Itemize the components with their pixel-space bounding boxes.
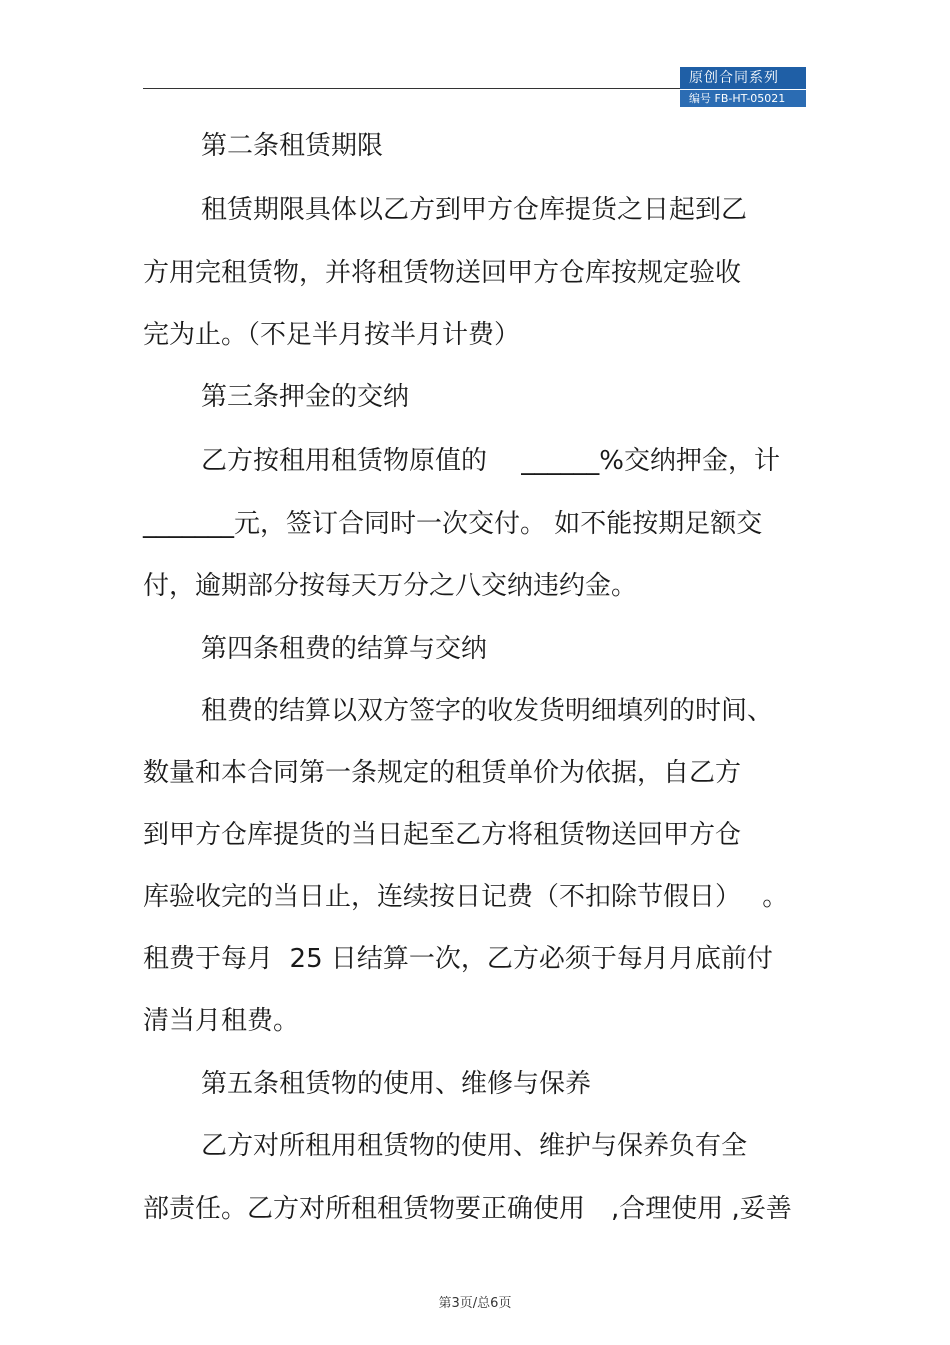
- page-number: 第3页/总6页: [438, 1296, 512, 1311]
- header-rule: [143, 88, 680, 89]
- series-badge: [680, 67, 806, 107]
- paragraph-line: 乙方按租用租赁物原值的 ______%交纳押金，计: [201, 446, 780, 476]
- article-5-heading: 第五条租赁物的使用、维修与保养: [201, 1069, 592, 1099]
- paragraph-line: 库验收完的当日止，连续按日记费（不扣除节假日） 。: [143, 882, 789, 912]
- series-title: 原创合同系列: [680, 67, 806, 89]
- paragraph-line: 租赁期限具体以乙方到甲方仓库提货之日起到乙: [201, 195, 748, 225]
- article-2-heading: 第二条租赁期限: [201, 131, 384, 161]
- paragraph-line: 完为止。（不足半月按半月计费）: [143, 320, 521, 350]
- paragraph-line: 租费于每月 25 日结算一次，乙方必须于每月月底前付: [143, 944, 773, 974]
- series-code: 编号 FB-HT-05021: [680, 90, 806, 107]
- paragraph-line: _______元，签订合同时一次交付。 如不能按期足额交: [143, 509, 763, 539]
- paragraph-line: 租费的结算以双方签字的收发货明细填列的时间、: [201, 696, 774, 726]
- paragraph-line: 方用完租赁物，并将租赁物送回甲方仓库按规定验收: [143, 258, 742, 288]
- paragraph-line: 乙方对所租用租赁物的使用、维护与保养负有全: [201, 1131, 748, 1161]
- paragraph-line: 数量和本合同第一条规定的租赁单价为依据，自乙方: [143, 758, 742, 788]
- paragraph-line: 清当月租费。: [143, 1006, 300, 1036]
- paragraph-line: 部责任。乙方对所租租赁物要正确使用 ,合理使用 ,妥善: [143, 1194, 792, 1224]
- paragraph-line: 到甲方仓库提货的当日起至乙方将租赁物送回甲方仓: [143, 820, 742, 850]
- article-4-heading: 第四条租费的结算与交纳: [201, 634, 488, 664]
- article-3-heading: 第三条押金的交纳: [201, 382, 410, 412]
- paragraph-line: 付，逾期部分按每天万分之八交纳违约金。: [143, 571, 638, 601]
